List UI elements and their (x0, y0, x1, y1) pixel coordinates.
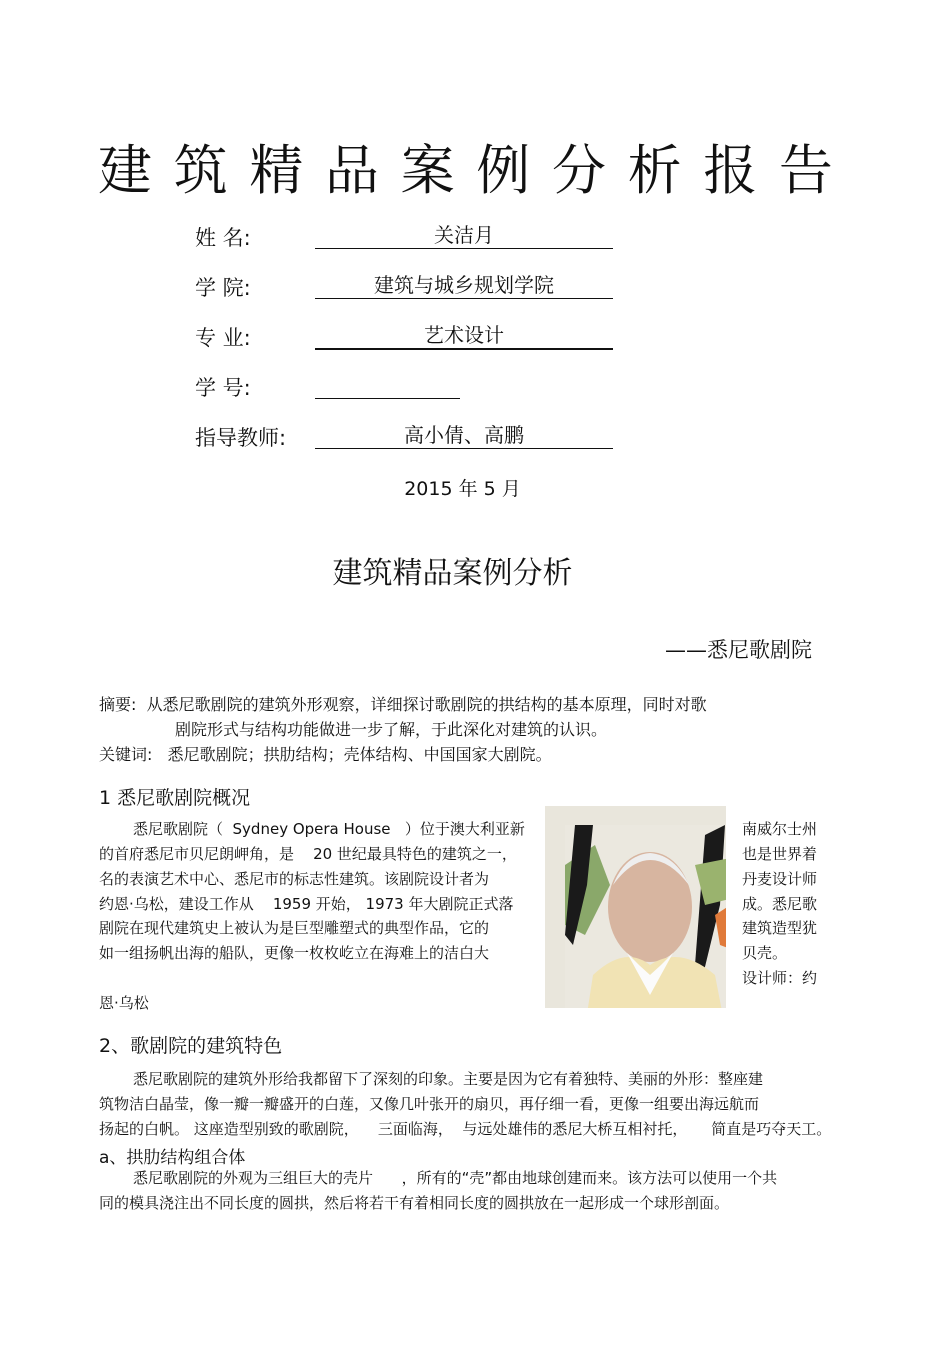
body-line: 同的模具浇注出不同长度的圆拱，然后将若干有着相同长度的圆拱放在一起形成一个球形剖面。 (99, 1194, 730, 1212)
body-line: 约恩·乌松，建设工作从 1959 开始， 1973 年大剧院正式落 (99, 895, 514, 913)
abstract-line: 摘要: 从悉尼歌剧院的建筑外形观察，详细探讨歌剧院的拱结构的基本原理，同时对歌 (99, 695, 707, 714)
field-label-major: 专 业: (195, 326, 251, 350)
field-label-college: 学 院: (195, 276, 251, 300)
designer-photo (545, 806, 726, 1008)
body-line: 也是世界着 (742, 845, 818, 863)
cover-title (98, 128, 833, 205)
field-value-id (315, 372, 460, 399)
subsection-a-heading: a、拱肋结构组合体 (99, 1148, 246, 1168)
article-subtitle: ——悉尼歌剧院 (665, 638, 812, 662)
title-char: 筑 (173, 139, 228, 202)
field-label-id: 学 号: (195, 376, 251, 400)
section-1-heading: 1 悉尼歌剧院概况 (99, 787, 251, 809)
body-line: 恩·乌松 (99, 994, 149, 1012)
title-char: 案 (400, 139, 455, 202)
body-line: 成。悉尼歌 (742, 895, 818, 913)
field-label-advisor: 指导教师: (195, 426, 287, 450)
portrait-image (565, 825, 726, 1008)
body-line: 丹麦设计师 (742, 870, 818, 888)
title-char: 品 (324, 139, 379, 202)
title-char: 建 (98, 139, 152, 202)
body-line: 如一组扬帆出海的船队，更像一枚枚屹立在海难上的洁白大 (99, 944, 490, 962)
photo-caption: 设计师：约 (742, 969, 818, 987)
abstract-line: 剧院形式与结构功能做进一步了解，于此深化对建筑的认识。 (175, 720, 608, 739)
cover-date: 2015 年 5 月 (404, 478, 521, 500)
body-line: 的首府悉尼市贝尼朗岬角，是 20 世纪最具特色的建筑之一， (99, 845, 517, 863)
body-line: 筑物洁白晶莹，像一瓣一瓣盛开的白莲，又像几叶张开的扇贝，再仔细一看，更像一组要出海远航而 (99, 1095, 760, 1113)
body-line: 剧院在现代建筑史上被认为是巨型雕塑式的典型作品，它的 (99, 919, 490, 937)
body-line: 建筑造型犹 (742, 919, 818, 937)
body-line: 南威尔士州 (742, 820, 818, 838)
title-char: 例 (476, 139, 531, 202)
body-line: 名的表演艺术中心、悉尼市的标志性建筑。该剧院设计者为 (99, 870, 490, 888)
title-char: 分 (551, 139, 606, 202)
article-title: 建筑精品案例分析 (332, 556, 573, 591)
section-2-heading: 2、歌剧院的建筑特色 (99, 1035, 283, 1057)
title-char: 精 (249, 139, 304, 202)
title-char: 告 (778, 139, 833, 202)
field-label-name: 姓 名: (195, 226, 251, 250)
body-line: 悉尼歌剧院的外观为三组巨大的壳片 ，所有的“壳”都由地球创建而来。该方法可以使用一个共 (133, 1169, 778, 1187)
body-line: 悉尼歌剧院（ Sydney Opera House ）位于澳大利亚新 (133, 820, 525, 838)
body-line: 悉尼歌剧院的建筑外形给我都留下了深刻的印象。主要是因为它有着独特、美丽的外形：整座建 (133, 1070, 764, 1088)
body-line: 扬起的白帆。 这座造型别致的歌剧院， 三面临海， 与远处雄伟的悉尼大桥互相衬托， 简直是巧夺天工。 (99, 1120, 832, 1138)
field-value-advisor: 高小倩、高鹏 (315, 422, 613, 449)
field-value-major: 艺术设计 (315, 322, 613, 350)
title-char: 报 (703, 139, 758, 202)
keywords: 关键词: 悉尼歌剧院；拱肋结构；壳体结构、中国国家大剧院。 (99, 745, 552, 764)
title-char: 析 (627, 139, 682, 202)
body-line: 贝壳。 (742, 944, 788, 962)
field-value-college: 建筑与城乡规划学院 (315, 272, 613, 299)
field-value-name: 关洁月 (315, 222, 613, 249)
